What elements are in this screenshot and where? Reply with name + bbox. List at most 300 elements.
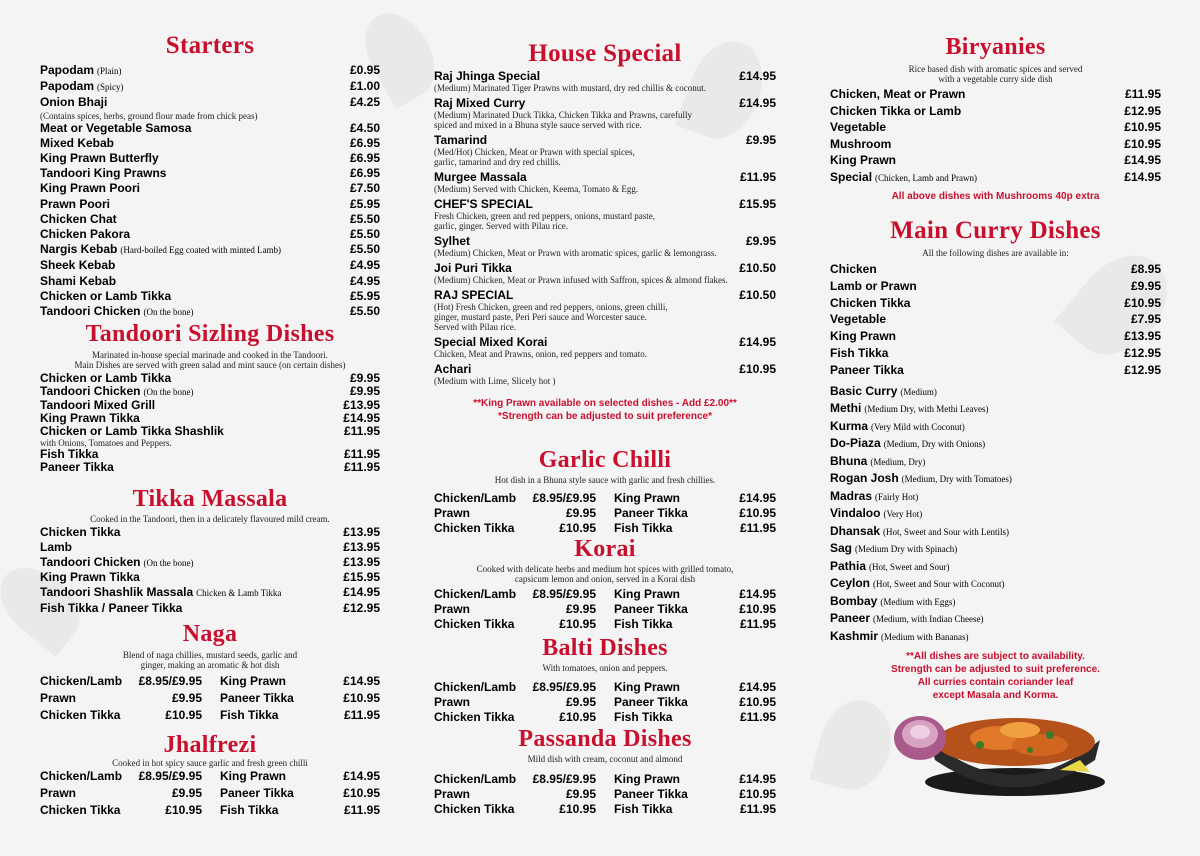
menu-item-row [40, 95, 380, 110]
passanda-price-grid [434, 772, 776, 817]
menu-item-description: with Onions, Tomatoes and Peppers. [40, 438, 172, 448]
section-description: with a vegetable curry side dish [938, 74, 1053, 84]
grid-item-name: Prawn [434, 506, 471, 520]
biryanies-section [830, 35, 1161, 203]
column-left [40, 0, 380, 856]
curry-style-note: (Medium Dry, with Methi Leaves) [864, 404, 989, 415]
grid-item-price: £11.95 [343, 803, 380, 817]
menu-item-row [40, 425, 380, 438]
starters-list [40, 63, 380, 320]
curry-note: **All dishes are subject to availability. [906, 651, 1085, 663]
menu-item-price: £15.95 [343, 570, 380, 585]
menu-item-name: Chicken Tikka [830, 295, 911, 310]
menu-item-row [830, 311, 1161, 328]
section-title: Jhalfrezi [163, 732, 257, 758]
menu-item-name: Lamb [40, 539, 73, 554]
tikka-massala-section [40, 487, 380, 616]
menu-item-row [40, 461, 380, 474]
grid-item-price: £9.95 [565, 695, 596, 709]
menu-item-name: Sylhet [434, 234, 471, 248]
curry-style-item [830, 610, 1161, 628]
menu-item-description: garlic, ginger. Served with Pilau rice. [434, 221, 568, 231]
grid-item-price: £9.95 [171, 786, 202, 800]
curry-style-name: Kashmir [830, 628, 879, 643]
grid-item-price: £14.95 [739, 587, 776, 601]
grid-item-name: Chicken/Lamb [40, 769, 123, 783]
menu-item-row [830, 119, 1161, 136]
menu-item-note: (On the bone) [143, 307, 194, 318]
menu-item-note: (Spicy) [97, 82, 124, 93]
menu-item-name: King Prawn Butterfly [40, 151, 159, 166]
curry-style-name: Methi [830, 401, 862, 416]
menu-item-description: (Med/Hot) Chicken, Meat or Prawn with special spices, [434, 147, 635, 157]
grid-item-name: King Prawn [614, 491, 681, 505]
menu-item-note: Chicken & Lamb Tikka [196, 588, 282, 599]
menu-item-price: £13.95 [343, 539, 380, 554]
grid-item-name: Prawn [40, 691, 77, 705]
menu-item-note: (Chicken, Lamb and Prawn) [875, 172, 978, 183]
menu-item-price: £5.50 [349, 227, 380, 242]
menu-item-description: Fresh Chicken, green and red peppers, onions, mustard paste, [434, 211, 655, 221]
menu-item-price: £13.95 [343, 554, 380, 569]
curry-style-item [830, 593, 1161, 611]
grid-item-price: £10.95 [739, 787, 776, 801]
menu-item-description: garlic, tamarind and dry red chillis. [434, 157, 561, 167]
grid-item-price: £8.95/£9.95 [532, 772, 596, 786]
curry-style-item [830, 453, 1161, 471]
menu-item-row [830, 152, 1161, 169]
menu-item-price: £7.50 [349, 181, 380, 196]
menu-item-price: £11.95 [343, 460, 380, 474]
curry-dish-image [890, 690, 1110, 800]
menu-item-row [434, 197, 776, 211]
grid-item-name: Chicken Tikka [40, 708, 121, 722]
menu-item-price: £10.95 [1124, 295, 1161, 310]
grid-item-name: Prawn [434, 602, 471, 616]
menu-item-price: £14.95 [1124, 169, 1161, 184]
king-prawn-note: **King Prawn available on selected dishes - Add £2.00** [473, 398, 737, 409]
curry-note: Strength can be adjusted to suit preference. [891, 664, 1100, 676]
grid-item-price: £8.95/£9.95 [138, 769, 202, 783]
grid-item-price: £8.95/£9.95 [138, 674, 202, 688]
grid-item-price: £11.95 [739, 710, 776, 724]
grid-item-name: King Prawn [220, 769, 287, 783]
grid-item-price: £9.95 [565, 506, 596, 520]
grid-item-name: Paneer Tikka [220, 786, 294, 800]
menu-item-description: (Medium) Served with Chicken, Keema, Tomato & Egg. [434, 184, 639, 194]
menu-item-row [40, 585, 380, 601]
section-title: Tikka Massala [132, 486, 288, 512]
curry-style-item [830, 628, 1161, 646]
menu-item-price: £6.95 [349, 135, 380, 150]
menu-item-price: £10.95 [1124, 120, 1161, 134]
menu-item-name: Special (Chicken, Lamb and Prawn) [830, 169, 978, 184]
menu-item-name: Tandoori Mixed Grill [40, 398, 156, 412]
section-description: capsicum lemon and onion, served in a Korai dish [514, 574, 696, 584]
menu-item-description: (Medium with Lime, Slicely hot ) [434, 376, 556, 386]
menu-item-price: £5.95 [349, 288, 380, 303]
section-title: Garlic Chilli [538, 447, 672, 473]
curry-style-note: (Medium, Dry with Tomatoes) [901, 474, 1012, 485]
menu-item-name: King Prawn [830, 329, 897, 344]
naga-price-grid [40, 674, 380, 723]
grid-item-name: Fish Tikka [614, 710, 673, 724]
menu-item-name: Papodam (Plain) [40, 63, 122, 77]
menu-item-row [40, 212, 380, 227]
grid-item-price: £10.95 [343, 786, 380, 800]
curry-style-item [830, 383, 1161, 401]
menu-item-row [40, 274, 380, 289]
grid-item-price: £9.95 [565, 787, 596, 801]
menu-item-price: £15.95 [739, 197, 776, 211]
menu-item-price: £5.95 [349, 196, 380, 211]
menu-item-price: £4.25 [349, 95, 380, 110]
passanda-section [434, 727, 776, 817]
tandoori-section [40, 322, 380, 474]
grid-item-price: £10.95 [343, 691, 380, 705]
menu-item-row [40, 385, 380, 399]
curry-style-name: Dhansak [830, 523, 881, 538]
section-description: Marinated in-house special marinade and cooked in the Tandoori. [92, 350, 328, 360]
grid-item-name: Prawn [40, 786, 77, 800]
curry-style-note: (Medium) [900, 386, 937, 397]
grid-item-name: Paneer Tikka [220, 691, 294, 705]
menu-item-price: £12.95 [343, 600, 380, 615]
menu-item-name: Achari [434, 362, 472, 376]
menu-item-price: £5.50 [349, 304, 380, 319]
section-title: Starters [165, 32, 255, 59]
menu-item-note: (Plain) [97, 66, 122, 76]
curry-style-note: (Very Mild with Coconut) [871, 421, 965, 432]
curry-style-item [830, 558, 1161, 576]
curry-style-note: (Medium with Eggs) [880, 596, 956, 607]
menu-item-row [40, 304, 380, 320]
menu-item-price: £1.00 [349, 79, 380, 94]
menu-item-row [830, 103, 1161, 120]
menu-item-row [434, 96, 776, 110]
menu-item-note: (On the bone) [143, 387, 194, 397]
menu-item-name: Lamb or Prawn [830, 278, 917, 293]
menu-item-row [40, 555, 380, 571]
menu-item-description: (Medium) Chicken, Meat or Prawn with aromatic spices, garlic & lemongrass. [434, 248, 717, 258]
grid-item-price: £10.95 [739, 602, 776, 616]
grid-item-name: Chicken/Lamb [434, 680, 517, 694]
grid-item-name: Chicken Tikka [434, 710, 515, 724]
menu-item-description: (Contains spices, herbs, ground flour made from chick peas) [40, 110, 258, 121]
curry-style-note: (Medium, Dry with Onions) [883, 439, 986, 450]
menu-item-row [830, 261, 1161, 278]
house-special-section [434, 41, 776, 423]
menu-item-row [40, 79, 380, 95]
menu-item-name: Chicken, Meat or Prawn [830, 87, 966, 101]
menu-item-name: Meat or Vegetable Samosa [40, 120, 192, 135]
menu-item-price: £4.95 [349, 258, 380, 273]
balti-section [434, 636, 776, 725]
curry-style-name: Rogan Josh [830, 471, 899, 486]
curry-style-item [830, 575, 1161, 593]
menu-item-price: £14.95 [343, 411, 380, 425]
menu-item-description: (Medium) Chicken, Meat or Prawn infused with Saffron, spices & almond flakes. [434, 275, 728, 285]
menu-item-name: Vegetable [830, 120, 887, 134]
grid-item-name: Paneer Tikka [614, 506, 688, 520]
section-description: Hot dish in a Bhuna style sauce with garlic and fresh chillies. [494, 475, 716, 485]
curry-style-name: Madras [830, 488, 873, 503]
menu-item-description: (Medium) Marinated Duck Tikka, Chicken Tikka and Prawns, carefully [434, 110, 692, 120]
menu-item-price: £13.95 [343, 398, 380, 412]
menu-item-price: £12.95 [1124, 362, 1161, 377]
menu-item-name: Prawn Poori [40, 196, 111, 211]
column-right [830, 0, 1161, 856]
menu-item-price: £9.95 [349, 384, 380, 398]
menu-item-name: Onion Bhaji [40, 95, 108, 110]
section-description: Main Dishes are served with green salad and mint sauce (on certain dishes) [74, 360, 346, 370]
starters-section [40, 33, 380, 320]
menu-item-row [40, 197, 380, 212]
grid-item-price: £14.95 [739, 772, 776, 786]
menu-item-price: £0.95 [349, 63, 380, 77]
menu-item-name: CHEF'S SPECIAL [434, 197, 533, 211]
menu-item-name: Joi Puri Tikka [434, 261, 512, 275]
grid-item-price: £9.95 [171, 691, 202, 705]
menu-item-price: £5.50 [349, 242, 380, 257]
menu-item-name: Raj Jhinga Special [434, 69, 541, 83]
menu-item-name: Chicken Chat [40, 211, 117, 226]
curry-style-item [830, 435, 1161, 453]
menu-item-name: King Prawn Tikka [40, 570, 140, 585]
menu-item-name: Sheek Kebab [40, 258, 116, 273]
grid-item-name: Paneer Tikka [614, 695, 688, 709]
menu-item-price: £7.95 [1130, 312, 1161, 327]
menu-item-row [434, 170, 776, 184]
house-special-list [434, 69, 776, 389]
curry-style-name: Bombay [830, 593, 878, 608]
menu-item-note: (On the bone) [143, 557, 194, 568]
menu-item-name: Tandoori Shashlik Massala Chicken & Lamb Tikka [40, 585, 282, 600]
curry-style-name: Do-Piaza [830, 436, 881, 451]
section-description: ginger, making an aromatic & hot dish [140, 660, 280, 670]
menu-item-name: Tandoori King Prawns [40, 166, 167, 181]
grid-item-name: Chicken/Lamb [434, 772, 517, 786]
grid-item-price: £11.95 [343, 708, 380, 722]
strength-note: *Strength can be adjusted to suit preference* [498, 411, 712, 422]
curry-style-item [830, 488, 1161, 506]
menu-item-row [434, 133, 776, 147]
menu-item-note: (Hard-boiled Egg coated with minted Lamb) [120, 245, 282, 256]
menu-item-price: £9.95 [745, 133, 776, 147]
menu-item-description: Chicken, Meat and Prawns, onion, red peppers and tomato. [434, 349, 647, 359]
menu-item-price: £13.95 [343, 525, 380, 539]
grid-item-price: £11.95 [739, 617, 776, 631]
naga-section [40, 622, 380, 723]
menu-item-row [830, 86, 1161, 103]
tikka-massala-list [40, 525, 380, 616]
tandoori-list [40, 372, 380, 474]
menu-item-row [830, 136, 1161, 153]
menu-item-name: Raj Mixed Curry [434, 96, 526, 110]
menu-item-row [40, 181, 380, 196]
menu-item-row [434, 234, 776, 248]
menu-item-row [830, 295, 1161, 312]
curry-note: except Masala and Korma. [932, 690, 1059, 702]
grid-item-name: Chicken Tikka [434, 617, 515, 631]
grid-item-price: £11.95 [739, 802, 776, 816]
menu-item-price: £4.95 [349, 273, 380, 288]
grid-item-name: Fish Tikka [614, 521, 673, 535]
menu-item-name: Paneer Tikka [830, 362, 904, 377]
section-description: With tomatoes, onion and peppers. [542, 663, 668, 673]
grid-item-price: £14.95 [739, 680, 776, 694]
curry-style-note: (Hot, Sweet and Sour with Lentils) [883, 526, 1010, 537]
main-curry-section [830, 218, 1161, 702]
grid-item-price: £9.95 [565, 602, 596, 616]
menu-item-price: £11.95 [1124, 87, 1161, 101]
menu-item-price: £14.95 [739, 69, 776, 83]
menu-item-row [830, 278, 1161, 295]
garlic-chilli-section [434, 448, 776, 536]
menu-item-name: King Prawn [830, 153, 897, 167]
section-title: Balti Dishes [542, 635, 668, 661]
grid-item-price: £10.95 [559, 710, 596, 724]
curry-style-note: (Hot, Sweet and Sour) [869, 561, 950, 572]
menu-item-name: Murgee Massala [434, 170, 527, 184]
grid-item-name: King Prawn [614, 772, 681, 786]
curry-style-name: Kurma [830, 418, 869, 433]
menu-item-price: £14.95 [1124, 153, 1161, 167]
menu-item-name: Mushroom [830, 136, 892, 151]
curry-style-note: (Fairly Hot) [875, 491, 919, 502]
menu-item-price: £10.95 [1124, 136, 1161, 151]
grid-item-name: Chicken Tikka [434, 521, 515, 535]
grid-item-name: King Prawn [614, 587, 681, 601]
menu-item-row [40, 258, 380, 273]
menu-item-row [40, 540, 380, 555]
curry-style-name: Pathia [830, 558, 867, 573]
grid-item-price: £10.95 [739, 695, 776, 709]
grid-item-name: King Prawn [614, 680, 681, 694]
curry-style-note: (Medium with Bananas) [881, 631, 969, 642]
menu-item-price: £6.95 [349, 166, 380, 181]
grid-item-name: Chicken/Lamb [40, 674, 123, 688]
section-description: Blend of naga chillies, mustard seeds, garlic and [122, 650, 298, 660]
menu-item-name: Nargis Kebab (Hard-boiled Egg coated with minted Lamb) [40, 242, 282, 257]
grid-item-name: Chicken Tikka [40, 803, 121, 817]
menu-item-row [40, 227, 380, 242]
menu-item-row [40, 151, 380, 166]
curry-style-note: (Hot, Sweet and Sour with Coconut) [873, 579, 1005, 590]
korai-price-grid [434, 587, 776, 632]
curry-style-item [830, 505, 1161, 523]
menu-item-name: Chicken or Lamb Tikka [40, 371, 172, 385]
grid-item-price: £10.95 [559, 802, 596, 816]
menu-item-row [40, 166, 380, 181]
menu-item-description: ginger, mustard paste, Peri Peri sauce and Worcester sauce. [434, 312, 647, 322]
grid-item-name: Paneer Tikka [614, 787, 688, 801]
grid-item-name: Paneer Tikka [614, 602, 688, 616]
menu-item-price: £12.95 [1124, 345, 1161, 360]
menu-item-name: Chicken Tikka [40, 525, 121, 539]
menu-item-price: £9.95 [349, 371, 380, 385]
curry-style-item [830, 418, 1161, 436]
menu-item-price: £6.95 [349, 151, 380, 166]
jhalfrezi-price-grid [40, 769, 380, 818]
section-description: Cooked in hot spicy sauce garlic and fresh green chilli [112, 758, 308, 768]
menu-item-name: Tandoori Chicken (On the bone) [40, 384, 194, 398]
grid-item-price: £14.95 [343, 769, 380, 783]
grid-item-name: King Prawn [220, 674, 287, 688]
menu-item-price: £11.95 [343, 447, 380, 461]
menu-item-name: Chicken or Lamb Tikka Shashlik [40, 424, 224, 438]
section-title: Tandoori Sizling Dishes [85, 321, 335, 347]
grid-item-name: Chicken Tikka [434, 802, 515, 816]
grid-item-price: £11.95 [739, 521, 776, 535]
menu-item-name: Vegetable [830, 312, 887, 327]
menu-item-price: £10.95 [739, 362, 776, 376]
menu-item-price: £14.95 [343, 585, 380, 600]
menu-item-description: Served with Pilau rice. [434, 322, 516, 332]
menu-item-row [40, 121, 380, 136]
section-description: Cooked with delicate herbs and medium hot spices with grilled tomato, [476, 564, 734, 574]
mushroom-note: All above dishes with Mushrooms 40p extra [891, 191, 1100, 202]
jhalfrezi-section [40, 733, 380, 818]
menu-item-row [830, 362, 1161, 379]
section-description: All the following dishes are available in: [922, 248, 1069, 258]
menu-item-name: Fish Tikka / Paneer Tikka [40, 600, 183, 615]
menu-item-row [830, 169, 1161, 187]
menu-item-price: £11.95 [343, 424, 380, 438]
menu-item-name: Paneer Tikka [40, 460, 114, 474]
biryanies-list [830, 86, 1161, 186]
menu-item-price: £8.95 [1130, 262, 1161, 276]
section-title: Korai [574, 536, 636, 562]
menu-item-row [434, 335, 776, 349]
menu-item-name: Fish Tikka [40, 447, 99, 461]
grid-item-price: £14.95 [739, 491, 776, 505]
column-middle [434, 0, 776, 856]
menu-item-description: (Hot) Fresh Chicken, green and red peppers, onions, green chilli, [434, 302, 668, 312]
menu-item-name: Mixed Kebab [40, 135, 115, 150]
menu-item-price: £11.95 [739, 170, 776, 184]
section-title: House Special [528, 40, 682, 67]
menu-item-description: spiced and mixed in a Bhuna style sauce served with rice. [434, 120, 642, 130]
menu-item-name: Chicken Pakora [40, 227, 131, 242]
curry-style-name: Bhuna [830, 453, 868, 468]
menu-item-description: (Medium) Marinated Tiger Prawns with mustard, dry red chillis & coconut. [434, 83, 706, 93]
menu-item-row [830, 345, 1161, 362]
grid-item-name: Prawn [434, 787, 471, 801]
grid-item-price: £10.95 [165, 803, 202, 817]
menu-item-row [40, 136, 380, 151]
menu-item-price: £14.95 [739, 335, 776, 349]
grid-item-price: £14.95 [343, 674, 380, 688]
grid-item-name: Prawn [434, 695, 471, 709]
curry-style-name: Paneer [830, 611, 871, 626]
grid-item-price: £8.95/£9.95 [532, 587, 596, 601]
menu-item-name: Tandoori Chicken (On the bone) [40, 304, 194, 319]
section-description: Mild dish with cream, coconut and almond [527, 754, 683, 764]
curry-style-item [830, 523, 1161, 541]
grid-item-price: £10.95 [739, 506, 776, 520]
grid-item-name: Chicken/Lamb [434, 491, 517, 505]
section-description: Rice based dish with aromatic spices and served [908, 64, 1083, 74]
curry-note: All curries contain coriander leaf [917, 677, 1074, 689]
menu-item-row [434, 69, 776, 83]
section-title: Passanda Dishes [518, 726, 692, 752]
menu-item-row [40, 601, 380, 616]
menu-item-price: £4.50 [349, 120, 380, 135]
grid-item-name: Fish Tikka [614, 617, 673, 631]
grid-item-price: £8.95/£9.95 [532, 491, 596, 505]
curry-style-note: (Medium, with Indian Cheese) [873, 614, 984, 625]
